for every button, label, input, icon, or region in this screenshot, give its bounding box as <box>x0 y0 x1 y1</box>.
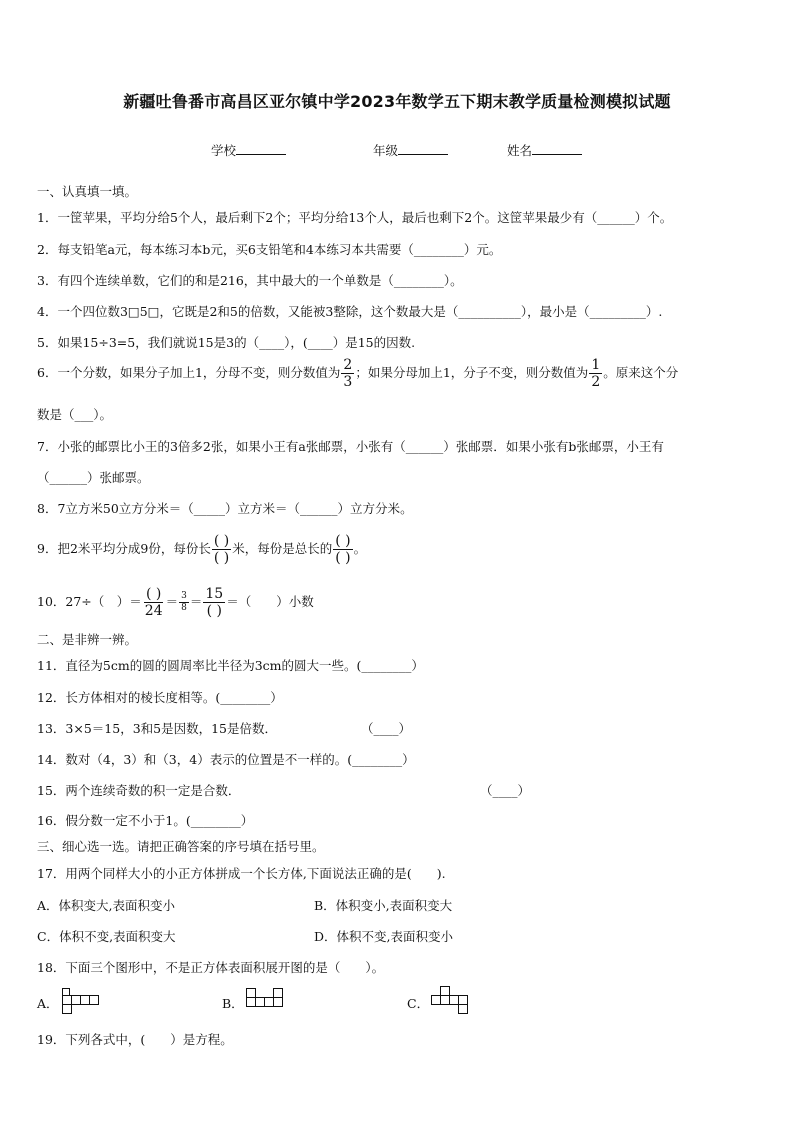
grade-field <box>373 141 448 159</box>
option-17-a[interactable]: A．体积变大,表面积变小 <box>37 898 176 913</box>
option-18-c[interactable]: C． <box>407 996 430 1011</box>
school-label: 学校 <box>211 143 237 158</box>
question-8: 8．7立方米50立方分米＝（_____）立方米＝（______）立方分米。 <box>37 501 413 516</box>
name-label: 姓名 <box>507 143 533 158</box>
option-17-d[interactable]: D．体积不变,表面积变小 <box>314 929 453 944</box>
question-6 <box>37 358 678 389</box>
question-15-answer[interactable]: （____） <box>480 783 531 798</box>
name-field <box>507 141 582 159</box>
question-10 <box>37 587 314 618</box>
question-11: 11．直径为5cm的圆的圆周率比半径为3cm的圆大一些。(________） <box>37 658 424 673</box>
question-5: 5．如果15÷3=5，我们就说15是3的（____），(____）是15的因数. <box>37 335 416 350</box>
section-3-heading: 三、细心选一选。请把正确答案的序号填在括号里。 <box>37 839 325 854</box>
question-9 <box>37 534 366 565</box>
question-6-continued: 数是（___）。 <box>37 407 113 422</box>
question-14: 14．数对（4，3）和（3，4）表示的位置是不一样的。(________） <box>37 752 415 767</box>
option-17-c[interactable]: C．体积不变,表面积变大 <box>37 929 176 944</box>
fraction-blank-over-24[interactable]: $\frac{( )}{24}$ <box>144 586 163 619</box>
net-square <box>62 1004 72 1014</box>
fraction-one-half: $\frac{1}{2}$ <box>591 357 601 390</box>
fraction-blank-2[interactable]: $\frac{( )}{( )}$ <box>335 533 351 566</box>
fraction-15-over-blank[interactable]: $\frac{15}{( )}$ <box>205 586 224 619</box>
question-7-continued: （______）张邮票。 <box>37 470 150 485</box>
name-blank[interactable] <box>532 143 582 155</box>
net-square <box>273 997 283 1007</box>
net-square <box>89 995 99 1005</box>
fraction-blank-1[interactable]: $\frac{( )}{( )}$ <box>213 533 230 566</box>
section-2-heading: 二、是非辨一辨。 <box>37 632 138 647</box>
question-17: 17．用两个同样大小的小正方体拼成一个长方体,下面说法正确的是( ). <box>37 866 446 881</box>
question-10-part-a: 10．27÷（ ）＝ <box>37 594 142 609</box>
question-13: 13．3×5＝15，3和5是因数，15是倍数． <box>37 721 278 736</box>
question-9-part-a: 9．把2米平均分成9份，每份长 <box>37 541 211 556</box>
question-19: 19．下列各式中，( ）是方程。 <box>37 1032 233 1047</box>
option-18-a[interactable]: A． <box>37 996 59 1011</box>
question-15: 15．两个连续奇数的积一定是合数． <box>37 783 241 798</box>
school-field <box>211 141 286 159</box>
question-13-answer[interactable]: （____） <box>361 721 412 736</box>
question-16: 16．假分数一定不小于1。(________） <box>37 813 254 828</box>
question-9-part-c: 。 <box>353 541 367 556</box>
section-1-heading: 一、认真填一填。 <box>37 184 138 199</box>
school-blank[interactable] <box>236 143 286 155</box>
equals-sign: ＝ <box>189 594 203 609</box>
question-2: 2．每支铅笔a元，每本练习本b元，买6支铅笔和4本练习本共需要（________）元。 <box>37 242 502 257</box>
question-6-part-b: ；如果分母加上1，分子不变，则分数值为 <box>355 365 589 380</box>
question-6-part-c: 。原来这个分 <box>603 365 679 380</box>
option-18-b[interactable]: B． <box>222 996 244 1011</box>
grade-label: 年级 <box>373 143 399 158</box>
question-1: 1．一筐苹果，平均分给5个人，最后剩下2个；平均分给13个人，最后也剩下2个。这筐苹果最少有（______）个。 <box>37 210 673 225</box>
cube-net-a <box>62 988 102 1016</box>
option-17-b[interactable]: B．体积变小,表面积变大 <box>314 898 453 913</box>
question-6-part-a: 6．一个分数，如果分子加上1，分母不变，则分数值为 <box>37 365 341 380</box>
question-12: 12．长方体相对的棱长度相等。(________） <box>37 690 283 705</box>
question-7: 7．小张的邮票比小王的3倍多2张，如果小王有a张邮票，小张有（______）张邮票．如果小张有b张邮票，小王有 <box>37 439 664 454</box>
fraction-two-thirds: $\frac{2}{3}$ <box>343 357 353 390</box>
question-10-part-b: ＝（ ）小数 <box>226 594 314 609</box>
question-4: 4．一个四位数3□5□，它既是2和5的倍数，又能被3整除，这个数最大是（__________），最小是（_________）. <box>37 304 663 319</box>
fraction-three-eighths: $\frac{3}{8}$ <box>181 591 187 613</box>
equals-sign: ＝ <box>165 594 179 609</box>
question-3: 3．有四个连续单数，它们的和是216，其中最大的一个单数是（________）。 <box>37 273 463 288</box>
question-18: 18．下面三个图形中，不是正方体表面积展开图的是（ ）。 <box>37 960 385 975</box>
net-square <box>458 1004 468 1014</box>
exam-title: 新疆吐鲁番市高昌区亚尔镇中学2023年数学五下期末教学质量检测模拟试题 <box>123 92 671 111</box>
cube-net-c <box>431 986 475 1016</box>
question-9-part-b: 米，每份是总长的 <box>232 541 333 556</box>
cube-net-b <box>246 988 290 1016</box>
grade-blank[interactable] <box>398 143 448 155</box>
